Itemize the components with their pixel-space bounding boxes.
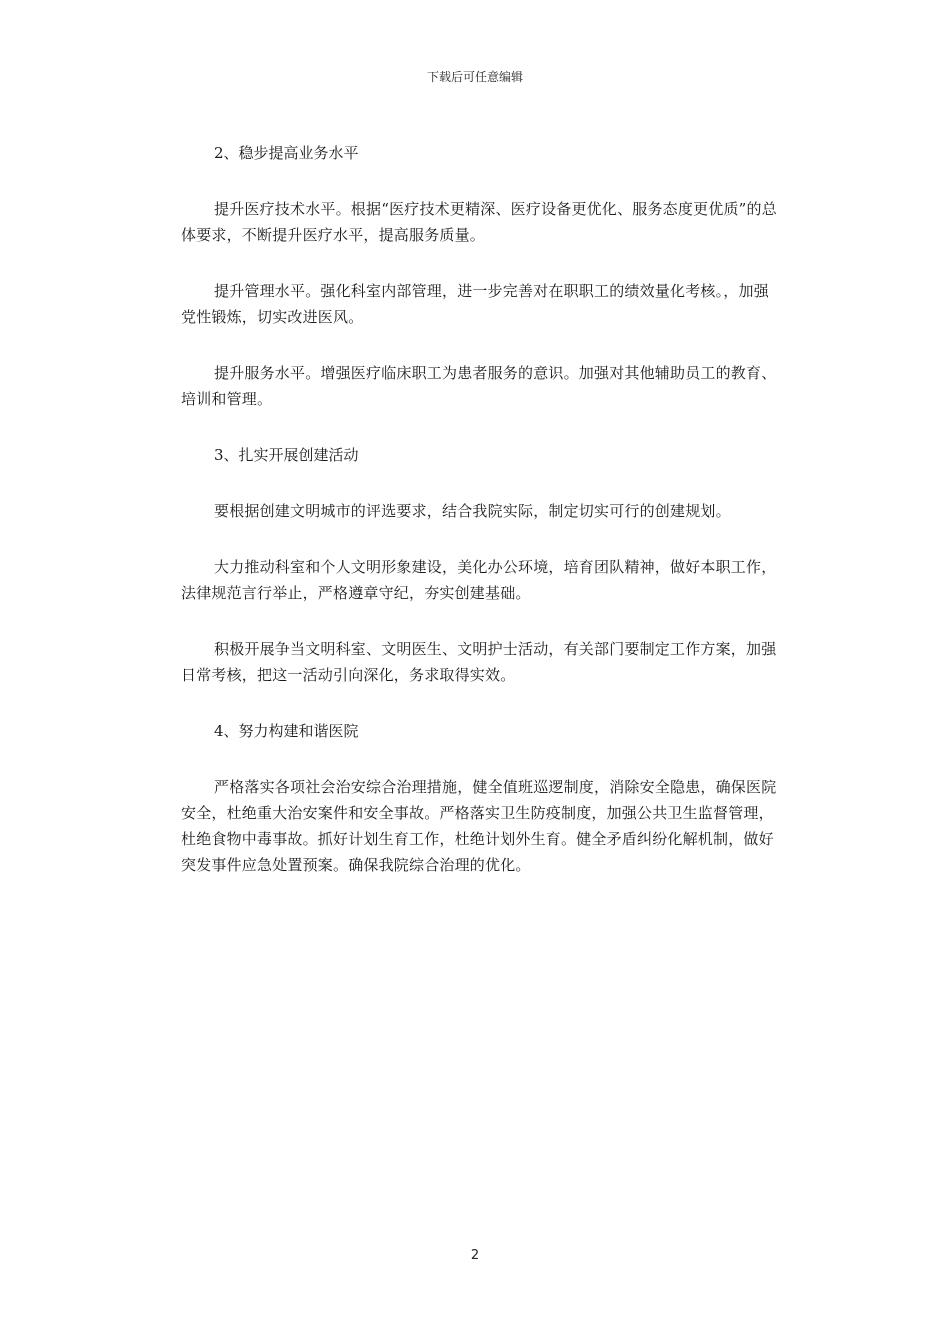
section-heading-3: 3、扎实开展创建活动 (214, 446, 359, 464)
section-heading-2: 2、稳步提高业务水平 (214, 144, 359, 162)
paragraph: 严格落实各项社会治安综合治理措施，健全值班巡逻制度，消除安全隐患，确保医院安全，杜绝重大治安案件和安全事故。严格落实卫生防疫制度，加强公共卫生监督管理，杜绝食物中毒事故。抓好计划生育工作，杜绝计划外生育。健全矛盾纠纷化解机制，做好突发事件应急处置预案。确保我院综合治理的优化。 (181, 778, 777, 874)
section-heading-4: 4、努力构建和谐医院 (214, 722, 359, 740)
paragraph: 积极开展争当文明科室、文明医生、文明护士活动，有关部门要制定工作方案，加强日常考核，把这一活动引向深化，务求取得实效。 (181, 640, 777, 684)
document-body (181, 140, 781, 908)
paragraph: 大力推动科室和个人文明形象建设，美化办公环境，培育团队精神，做好本职工作，法律规范言行举止，严格遵章守纪，夯实创建基础。 (181, 558, 777, 602)
paragraph: 提升管理水平。强化科室内部管理，进一步完善对在职职工的绩效量化考核。，加强党性锻炼，切实改进医风。 (181, 282, 769, 326)
paragraph: 提升医疗技术水平。根据“医疗技术更精深、医疗设备更优化、服务态度更优质”的总体要求，不断提升医疗水平，提高服务质量。 (181, 200, 777, 244)
page-header: 下载后可任意编辑 (426, 70, 523, 84)
page-number: 2 (470, 1248, 480, 1263)
paragraph: 提升服务水平。增强医疗临床职工为患者服务的意识。加强对其他辅助员工的教育、培训和管理。 (181, 364, 777, 408)
paragraph: 要根据创建文明城市的评选要求，结合我院实际，制定切实可行的创建规划。 (214, 502, 731, 520)
